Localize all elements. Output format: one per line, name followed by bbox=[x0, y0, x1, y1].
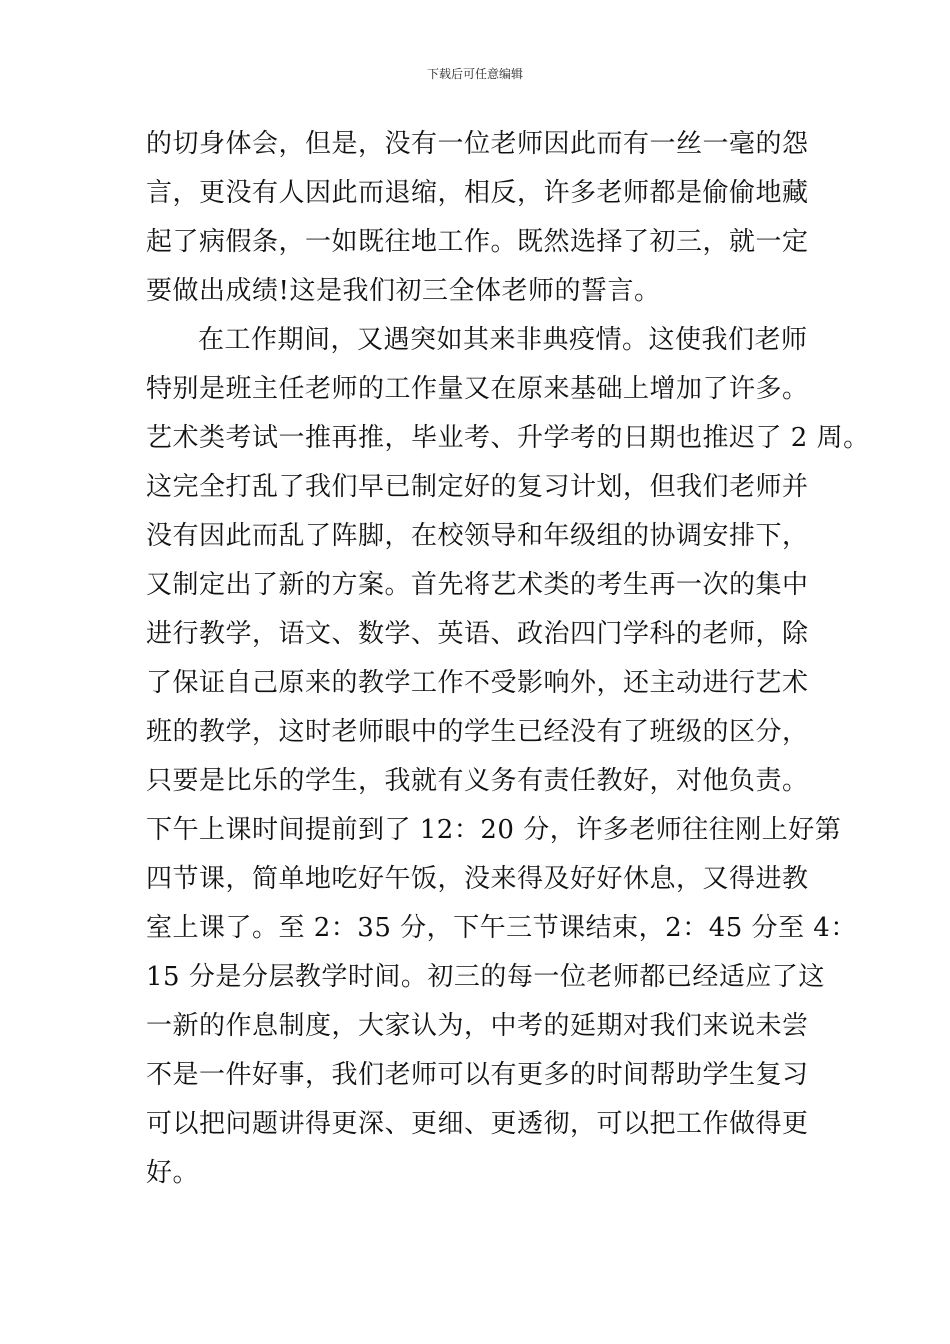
paragraph-first-line: 在工作期间，又遇突如其来非典疫情。这使我们老师 bbox=[198, 325, 808, 355]
text-line: 这完全打乱了我们早已制定好的复习计划，但我们老师并 bbox=[146, 472, 809, 502]
text-line: 要做出成绩!这是我们初三全体老师的誓言。 bbox=[146, 276, 661, 306]
text-line: 不是一件好事，我们老师可以有更多的时间帮助学生复习 bbox=[146, 1060, 809, 1090]
page-header: 下载后可任意编辑 bbox=[426, 67, 523, 81]
text-line: 言，更没有人因此而退缩，相反，许多老师都是偷偷地藏 bbox=[146, 178, 809, 208]
text-line: 班的教学，这时老师眼中的学生已经没有了班级的区分， bbox=[146, 717, 809, 747]
text-line: 好。 bbox=[146, 1158, 200, 1188]
text-line: 只要是比乐的学生，我就有义务有责任教好，对他负责。 bbox=[146, 766, 809, 796]
text-line: 15 分是分层教学时间。初三的每一位老师都已经适应了这 bbox=[146, 962, 825, 992]
text-line: 四节课，简单地吃好午饭，没来得及好好休息，又得进教 bbox=[146, 864, 809, 894]
text-line: 了保证自己原来的教学工作不受影响外，还主动进行艺术 bbox=[146, 668, 809, 698]
text-line: 一新的作息制度，大家认为，中考的延期对我们来说未尝 bbox=[146, 1011, 809, 1041]
text-line: 艺术类考试一推再推，毕业考、升学考的日期也推迟了 2 周。 bbox=[146, 423, 870, 453]
text-line: 可以把问题讲得更深、更细、更透彻，可以把工作做得更 bbox=[146, 1109, 809, 1139]
text-line: 没有因此而乱了阵脚，在校领导和年级组的协调安排下， bbox=[146, 521, 809, 551]
text-line: 室上课了。至 2：35 分，下午三节课结束，2：45 分至 4： bbox=[146, 913, 857, 943]
text-line: 起了病假条，一如既往地工作。既然选择了初三，就一定 bbox=[146, 227, 809, 257]
text-line: 进行教学，语文、数学、英语、政治四门学科的老师，除 bbox=[146, 619, 809, 649]
text-line: 下午上课时间提前到了 12：20 分，许多老师往往刚上好第 bbox=[146, 815, 842, 845]
text-line: 又制定出了新的方案。首先将艺术类的考生再一次的集中 bbox=[146, 570, 809, 600]
text-line: 特别是班主任老师的工作量又在原来基础上增加了许多。 bbox=[146, 374, 809, 404]
text-line: 的切身体会，但是，没有一位老师因此而有一丝一毫的怨 bbox=[146, 129, 809, 159]
